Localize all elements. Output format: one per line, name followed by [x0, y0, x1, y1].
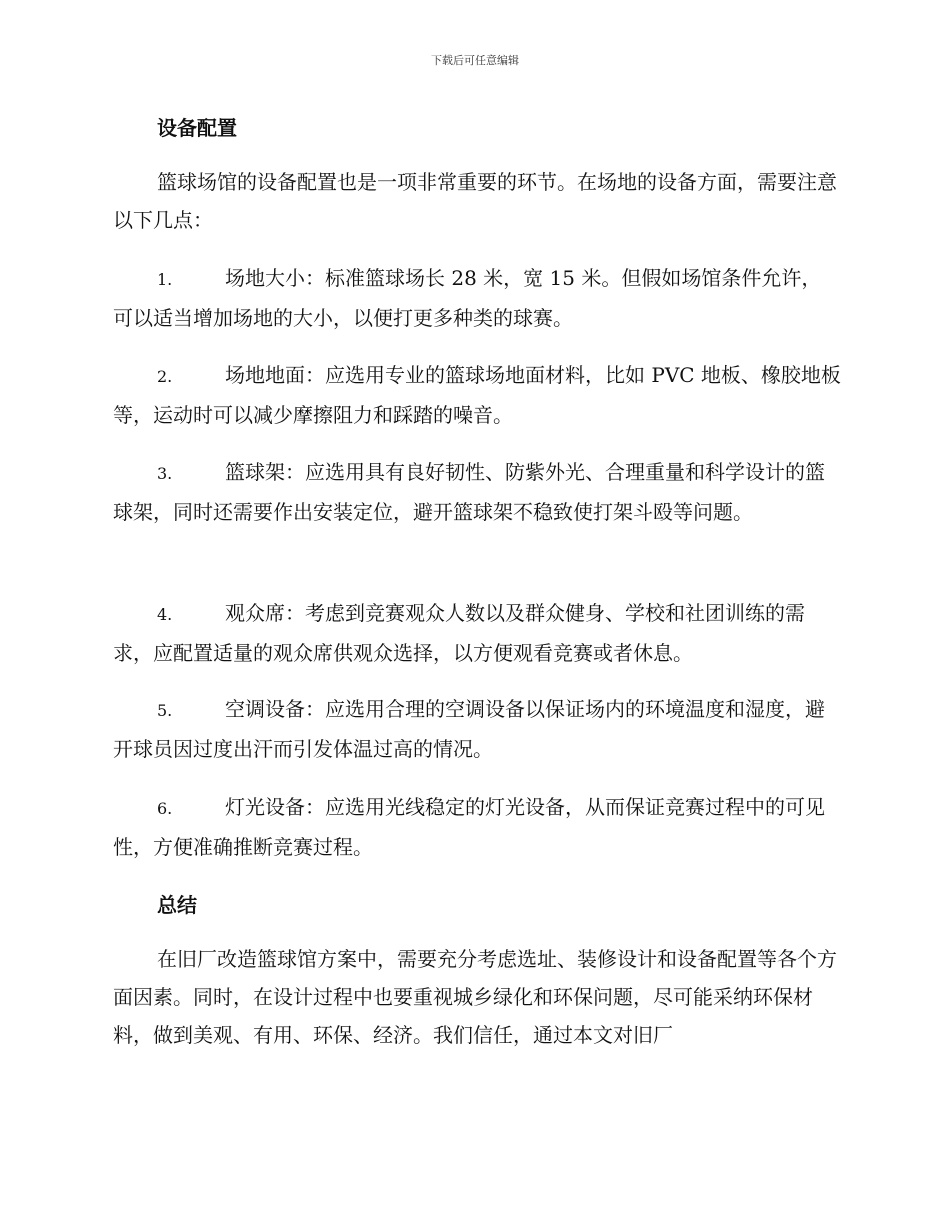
list-item-text: 篮球架：应选用具有良好韧性、防紫外光、合理重量和科学设计的篮球架，同时还需要作出安装定位，避开篮球架不稳致使打架斗殴等问题。: [113, 460, 825, 524]
intro-paragraph: [113, 163, 841, 239]
list-item-text: 场地地面：应选用专业的篮球场地面材料，比如 PVC 地板、橡胶地板等，运动时可以减少摩擦阻力和踩踏的噪音。: [113, 363, 841, 427]
list-item: [113, 594, 841, 672]
list-item: [113, 453, 841, 531]
list-item-text: 灯光设备：应选用光线稳定的灯光设备，从而保证竞赛过程中的可见性，方便准确推断竞赛过程。: [113, 795, 825, 859]
list-item: [113, 690, 841, 768]
summary-paragraph: [113, 940, 841, 1054]
list-item-number: 2.: [157, 367, 173, 386]
summary-text: 在旧厂改造篮球馆方案中，需要充分考虑选址、装修设计和设备配置等各个方面因素。同时，在设计过程中也要重视城乡绿化和环保问题，尽可能采纳环保材料，做到美观、有用、环保、经济。我们信任，通过本文对旧厂: [113, 947, 837, 1047]
list-item-text: 场地大小：标准篮球场长 28 米，宽 15 米。但假如场馆条件允许，可以适当增加场地的大小，以便打更多种类的球赛。: [113, 266, 822, 330]
list-item: [113, 788, 841, 866]
list-item-text: 空调设备：应选用合理的空调设备以保证场内的环境温度和湿度，避开球员因过度出汗而引发体温过高的情况。: [113, 697, 825, 761]
list-item: [113, 356, 841, 434]
header-note: 下载后可任意编辑: [431, 54, 519, 67]
list-item-number: 1.: [157, 270, 173, 289]
list-item-text: 观众席：考虑到竞赛观众人数以及群众健身、学校和社团训练的需求，应配置适量的观众席供观众选择，以方便观看竞赛或者休息。: [113, 601, 805, 665]
intro-text: 篮球场馆的设备配置也是一项非常重要的环节。在场地的设备方面，需要注意以下几点：: [113, 170, 837, 232]
list-item-number: 6.: [157, 799, 173, 818]
list-item-number: 5.: [157, 701, 173, 720]
section-heading-equipment: 设备配置: [157, 116, 237, 140]
section-heading-summary: 总结: [157, 893, 197, 917]
list-item-number: 4.: [157, 605, 173, 624]
list-item: [113, 259, 841, 337]
list-item-number: 3.: [157, 464, 173, 483]
